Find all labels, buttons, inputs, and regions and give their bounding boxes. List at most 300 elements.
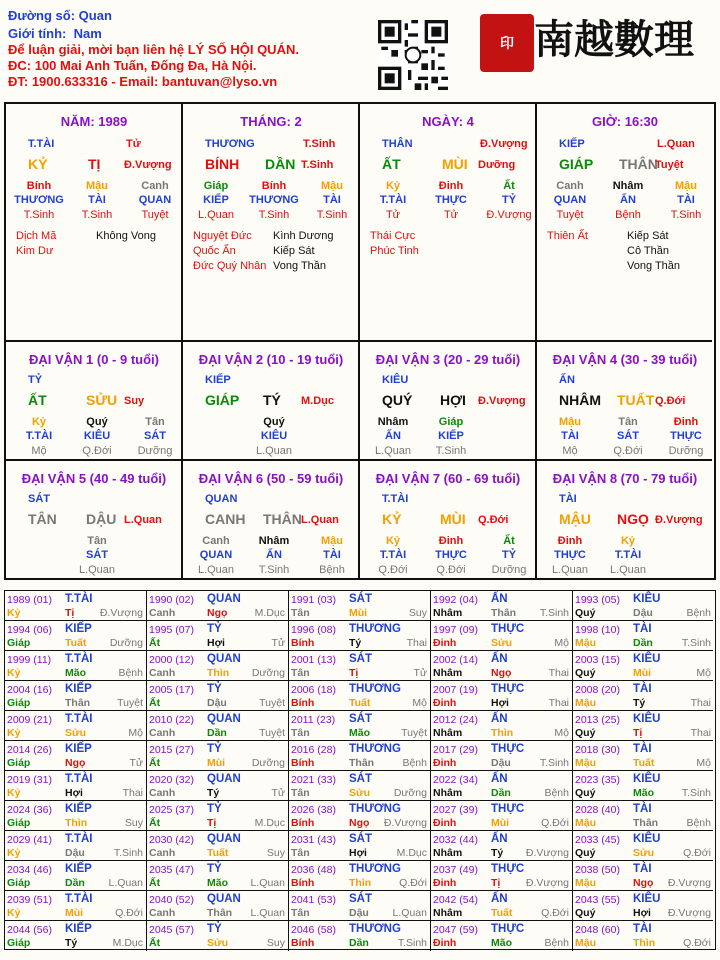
- year-label: 2020 (32): [149, 774, 194, 786]
- year-cell: [147, 621, 289, 651]
- year-god: T.TÀI: [65, 773, 93, 785]
- hidden-stage: T.Sinh: [316, 209, 348, 221]
- chart-grid: [4, 102, 716, 580]
- year-god: TỶ: [207, 623, 222, 635]
- year-god: KIẾP: [65, 683, 92, 695]
- year-stem: Giáp: [7, 817, 31, 829]
- year-stem: Giáp: [7, 637, 31, 649]
- year-god: SÁT: [349, 773, 372, 785]
- dv-hidden-stem: Kỷ: [620, 535, 636, 547]
- year-stage: Mộ: [128, 727, 143, 739]
- dai-van-state: Q.Đới: [655, 395, 686, 407]
- year-god: KIẾP: [65, 863, 92, 875]
- year-label: 2029 (41): [7, 834, 52, 846]
- year-cell: [5, 711, 147, 741]
- year-label: 2013 (25): [575, 714, 620, 726]
- hidden-stem: Bính: [26, 180, 52, 192]
- contact-line: Để luận giải, mời bạn liên hệ LÝ SỐ HỘI QUÁN.: [8, 42, 299, 57]
- year-branch: Mùi: [633, 667, 652, 679]
- year-stem: Quý: [575, 787, 596, 799]
- year-label: 2009 (21): [7, 714, 52, 726]
- dv-hidden-stem: Nhâm: [377, 416, 409, 428]
- year-cell: [431, 741, 573, 771]
- dv-hidden-stage: Bệnh: [319, 564, 345, 576]
- pillar-top-god: THÂN: [382, 138, 413, 150]
- year-cell: [147, 591, 289, 621]
- dai-van-stem: ẤT: [28, 392, 47, 408]
- logo-text: 南越數理: [534, 16, 694, 63]
- year-god: TỶ: [207, 803, 222, 815]
- dv-hidden-god: THỰC: [670, 430, 702, 442]
- pillar-cell: [360, 104, 537, 342]
- year-stage: Bệnh: [118, 667, 143, 679]
- year-stem: Canh: [149, 787, 176, 799]
- year-label: 2008 (20): [575, 684, 620, 696]
- dv-hidden-stem: Tân: [145, 416, 165, 428]
- hidden-stage: T.Sinh: [81, 209, 113, 221]
- year-stem: Đinh: [433, 637, 457, 649]
- year-label: 1991 (03): [291, 594, 336, 606]
- year-stem: Bính: [291, 937, 315, 949]
- dv-hidden-god: SÁT: [144, 430, 166, 442]
- dai-van-state: L.Quan: [124, 514, 162, 526]
- year-cell: [5, 591, 147, 621]
- dv-hidden-god: T.TÀI: [25, 430, 53, 442]
- year-stem: Kỷ: [7, 847, 21, 859]
- dai-van-branch: TÝ: [263, 392, 281, 408]
- year-stem: Nhâm: [433, 727, 463, 739]
- year-branch: Dậu: [349, 907, 369, 919]
- year-stem: Giáp: [7, 697, 31, 709]
- pillar-stem: KỶ: [28, 156, 48, 172]
- dai-van-cell: [360, 461, 537, 578]
- gender-label: Giới tính:: [8, 26, 67, 41]
- year-stage: T.Sinh: [113, 847, 143, 859]
- year-cell: [5, 621, 147, 651]
- year-stage: L.Quan: [250, 877, 285, 889]
- year-label: 2030 (42): [149, 834, 194, 846]
- year-stage: Tử: [413, 667, 427, 679]
- year-stage: Tuyệt: [117, 697, 143, 709]
- pillar-branch: TỊ: [88, 156, 101, 172]
- year-stem: Ất: [149, 637, 161, 649]
- hidden-stem: Mậu: [86, 180, 108, 192]
- year-label: 2037 (49): [433, 864, 478, 876]
- year-stage: Q.Đới: [683, 847, 711, 859]
- pillar-cell: [183, 104, 360, 342]
- year-label: 2015 (27): [149, 744, 194, 756]
- star-right: Vong Thần: [627, 260, 681, 272]
- phone-line: ĐT: 1900.633316 - Email: bantuvan@lyso.vn: [8, 74, 278, 89]
- year-branch: Tý: [207, 787, 220, 799]
- year-stage: Đ.Vượng: [667, 907, 711, 919]
- year-stage: Suy: [266, 937, 285, 949]
- dai-van-branch: MÙI: [440, 511, 466, 527]
- star-left: Phúc Tinh: [370, 245, 419, 257]
- year-god: T.TÀI: [65, 593, 93, 605]
- dai-van-cell: [183, 461, 360, 578]
- year-god: KIẾP: [65, 743, 92, 755]
- year-god: KIÊU: [633, 893, 661, 905]
- year-god: TÀI: [633, 803, 652, 815]
- year-god: T.TÀI: [65, 653, 93, 665]
- year-label: 2010 (22): [149, 714, 194, 726]
- dai-van-title: ĐẠI VẬN 1 (0 - 9 tuổi): [28, 352, 159, 367]
- year-label: 2018 (30): [575, 744, 620, 756]
- year-stem: Mậu: [575, 757, 596, 769]
- year-branch: Thân: [349, 757, 375, 769]
- year-label: 1992 (04): [433, 594, 478, 606]
- red-seal-icon: 印: [480, 14, 534, 72]
- pillar-top-god: KIẾP: [559, 138, 585, 150]
- pillar-stem: ẤT: [382, 156, 401, 172]
- year-cell: [573, 891, 713, 921]
- dv-hidden-stage: L.Quan: [197, 564, 235, 576]
- year-branch: Dần: [207, 727, 227, 739]
- dv-hidden-god: KIÊU: [260, 430, 288, 442]
- year-stage: Đ.Vượng: [525, 847, 569, 859]
- name-value: Quan: [78, 8, 112, 23]
- year-branch: Dần: [349, 937, 369, 949]
- dv-hidden-stage: Q.Đới: [436, 564, 466, 576]
- year-stage: M.Dục: [396, 847, 427, 859]
- year-cell: [573, 621, 713, 651]
- year-god: THƯƠNG: [349, 683, 401, 695]
- year-god: THƯƠNG: [349, 863, 401, 875]
- dv-hidden-stage: L.Quan: [551, 564, 589, 576]
- year-god: SÁT: [349, 713, 372, 725]
- year-cell: [431, 621, 573, 651]
- year-stage: L.Quan: [392, 907, 427, 919]
- year-label: 2004 (16): [7, 684, 52, 696]
- year-god: KIẾP: [65, 923, 92, 935]
- star-left: Dịch Mã: [16, 230, 57, 242]
- star-right: Kiếp Sát: [627, 230, 669, 242]
- year-label: 2022 (34): [433, 774, 478, 786]
- year-branch: Dần: [491, 787, 511, 799]
- pillar-top-stage: Đ.Vượng: [480, 138, 528, 150]
- year-branch: Dậu: [65, 847, 85, 859]
- year-label: 2045 (57): [149, 924, 194, 936]
- year-cell: [573, 921, 713, 951]
- pillar-branch-stage: Tuyệt: [655, 159, 684, 171]
- year-label: 2025 (37): [149, 804, 194, 816]
- dv-hidden-god: KIÊU: [83, 430, 111, 442]
- dai-van-stem: CANH: [205, 511, 246, 527]
- year-label: 2042 (54): [433, 894, 478, 906]
- year-cell: [573, 801, 713, 831]
- dai-van-branch: HỢI: [440, 392, 466, 408]
- year-stage: Bệnh: [544, 937, 569, 949]
- year-stem: Mậu: [575, 937, 596, 949]
- year-branch: Tị: [491, 877, 501, 889]
- year-cell: [5, 801, 147, 831]
- year-stage: Suy: [266, 847, 285, 859]
- year-label: 2028 (40): [575, 804, 620, 816]
- year-branch: Mùi: [349, 607, 368, 619]
- hidden-stem: Giáp: [203, 180, 229, 192]
- dv-hidden-stem: Quý: [263, 416, 285, 428]
- dai-van-cell: [537, 342, 712, 461]
- year-cell: [289, 771, 431, 801]
- dai-van-title: ĐẠI VẬN 2 (10 - 19 tuổi): [198, 352, 344, 367]
- year-stem: Đinh: [433, 757, 457, 769]
- year-stem: Nhâm: [433, 847, 463, 859]
- dv-hidden-stage: T.Sinh: [435, 445, 467, 457]
- year-cell: [431, 651, 573, 681]
- star-right: Kình Dương: [273, 230, 334, 242]
- year-stage: Tử: [271, 787, 285, 799]
- year-label: 2012 (24): [433, 714, 478, 726]
- year-god: TÀI: [633, 743, 652, 755]
- hidden-stage: Tử: [443, 209, 459, 221]
- year-branch: Thân: [491, 607, 517, 619]
- year-cell: [289, 891, 431, 921]
- year-stem: Quý: [575, 907, 596, 919]
- year-stage: Đ.Vượng: [667, 877, 711, 889]
- year-stage: Q.Đới: [683, 937, 711, 949]
- year-stem: Ất: [149, 697, 161, 709]
- hidden-stem: Mậu: [675, 180, 697, 192]
- pillar-cell: [6, 104, 183, 342]
- year-cell: [147, 651, 289, 681]
- year-stage: Dưỡng: [109, 637, 143, 649]
- year-label: 1995 (07): [149, 624, 194, 636]
- year-stage: Q.Đới: [541, 907, 569, 919]
- year-label: 2023 (35): [575, 774, 620, 786]
- year-stem: Canh: [149, 667, 176, 679]
- year-branch: Hợi: [207, 637, 225, 649]
- year-god: TỶ: [207, 743, 222, 755]
- year-stem: Quý: [575, 607, 596, 619]
- dv-hidden-god: ẤN: [266, 549, 282, 561]
- year-branch: Thìn: [633, 937, 656, 949]
- header-info: [8, 8, 368, 90]
- year-stage: Đ.Vượng: [525, 877, 569, 889]
- dv-hidden-god: TÀI: [323, 549, 341, 561]
- dai-van-branch: DẬU: [86, 511, 117, 527]
- year-label: 2014 (26): [7, 744, 52, 756]
- year-branch: Mùi: [207, 757, 226, 769]
- dai-van-title: ĐẠI VẬN 4 (30 - 39 tuổi): [552, 352, 698, 367]
- star-right: Kiếp Sát: [273, 245, 315, 257]
- year-branch: Mão: [349, 727, 370, 739]
- year-cell: [289, 861, 431, 891]
- year-cell: [431, 681, 573, 711]
- year-stage: M.Dục: [254, 607, 285, 619]
- year-stem: Mậu: [575, 697, 596, 709]
- year-stage: Bệnh: [402, 757, 427, 769]
- year-stem: Tân: [291, 667, 310, 679]
- year-branch: Sửu: [633, 847, 655, 859]
- year-stage: Thai: [690, 727, 711, 739]
- year-stem: Nhâm: [433, 607, 463, 619]
- year-stage: Mộ: [696, 667, 711, 679]
- year-cell: [5, 651, 147, 681]
- dai-van-title: ĐẠI VẬN 6 (50 - 59 tuổi): [198, 471, 344, 486]
- year-god: ẤN: [491, 713, 508, 725]
- year-god: QUAN: [207, 593, 241, 605]
- year-stem: Mậu: [575, 817, 596, 829]
- year-label: 2016 (28): [291, 744, 336, 756]
- year-cell: [5, 891, 147, 921]
- pillar-title: NGÀY: 4: [422, 114, 474, 129]
- star-right: Không Vong: [96, 230, 156, 242]
- year-stage: Mộ: [696, 757, 711, 769]
- dv-hidden-stage: L.Quan: [78, 564, 116, 576]
- pillar-branch-stage: T.Sinh: [301, 159, 334, 171]
- year-stage: Mộ: [554, 727, 569, 739]
- dai-van-cell: [6, 461, 183, 578]
- hidden-stem: Mậu: [321, 180, 343, 192]
- year-label: 2000 (12): [149, 654, 194, 666]
- dv-hidden-stem: Ất: [503, 535, 515, 547]
- year-cell: [573, 651, 713, 681]
- dai-van-god: TỶ: [28, 374, 43, 386]
- year-cell: [431, 861, 573, 891]
- year-god: QUAN: [207, 773, 241, 785]
- pillar-branch: THÂN: [619, 156, 658, 172]
- year-stage: Tuyệt: [401, 727, 427, 739]
- year-stem: Tân: [291, 607, 310, 619]
- dv-hidden-god: SÁT: [86, 549, 108, 561]
- dai-van-title: ĐẠI VẬN 3 (20 - 29 tuổi): [375, 352, 521, 367]
- year-stem: Đinh: [433, 877, 457, 889]
- year-branch: Tị: [65, 607, 75, 619]
- year-stage: Thai: [548, 697, 569, 709]
- year-stem: Giáp: [7, 877, 31, 889]
- year-branch: Sửu: [491, 637, 513, 649]
- year-god: KIÊU: [633, 593, 661, 605]
- year-label: 2044 (56): [7, 924, 52, 936]
- year-label: 2024 (36): [7, 804, 52, 816]
- year-cell: [147, 681, 289, 711]
- dv-hidden-stage: Dưỡng: [137, 445, 173, 457]
- pillar-top-stage: L.Quan: [657, 138, 695, 150]
- year-god: KIÊU: [633, 773, 661, 785]
- hidden-stem: Canh: [141, 180, 169, 192]
- year-cell: [5, 771, 147, 801]
- pillar-top-stage: T.Sinh: [303, 138, 336, 150]
- year-stage: Đ.Vượng: [99, 607, 143, 619]
- hidden-stage: T.Sinh: [23, 209, 55, 221]
- hidden-stage: Bệnh: [615, 209, 641, 221]
- year-cell: [289, 801, 431, 831]
- year-branch: Mão: [207, 877, 228, 889]
- dai-van-stem: GIÁP: [205, 392, 240, 408]
- year-branch: Dần: [65, 877, 85, 889]
- year-stage: Dưỡng: [251, 667, 285, 679]
- year-god: THƯƠNG: [349, 923, 401, 935]
- year-label: 2046 (58): [291, 924, 336, 936]
- year-stem: Ất: [149, 757, 161, 769]
- dv-hidden-god: TỶ: [501, 549, 517, 561]
- dai-van-state: Đ.Vượng: [478, 395, 526, 407]
- year-stem: Đinh: [433, 937, 457, 949]
- hidden-stem: Ất: [503, 180, 515, 192]
- dai-van-god: SÁT: [28, 493, 50, 505]
- year-cell: [147, 741, 289, 771]
- pillar-cell: [537, 104, 712, 342]
- year-label: 2019 (31): [7, 774, 52, 786]
- dv-hidden-stem: Canh: [202, 535, 230, 547]
- hidden-stage: Tử: [385, 209, 401, 221]
- star-left: Kim Dư: [16, 245, 54, 257]
- pillar-branch-stage: Đ.Vượng: [124, 159, 172, 171]
- year-stage: Bệnh: [686, 817, 711, 829]
- pillar-stem: BÍNH: [205, 156, 240, 172]
- year-label: 1994 (06): [7, 624, 52, 636]
- dv-hidden-stage: Q.Đới: [82, 445, 112, 457]
- year-cell: [5, 741, 147, 771]
- year-branch: Thân: [207, 907, 233, 919]
- year-label: 2027 (39): [433, 804, 478, 816]
- year-label: 2040 (52): [149, 894, 194, 906]
- hidden-stem: Canh: [556, 180, 584, 192]
- dai-van-title: ĐẠI VẬN 7 (60 - 69 tuổi): [375, 471, 521, 486]
- dai-van-state: Q.Đới: [478, 514, 509, 526]
- year-stem: Kỷ: [7, 907, 21, 919]
- year-branch: Thìn: [349, 877, 372, 889]
- dv-hidden-stem: Kỷ: [385, 535, 401, 547]
- year-cell: [573, 831, 713, 861]
- year-branch: Sửu: [65, 727, 87, 739]
- year-cell: [147, 771, 289, 801]
- year-branch: Dậu: [633, 607, 653, 619]
- hidden-stem: Đinh: [438, 180, 464, 192]
- year-god: KIÊU: [633, 833, 661, 845]
- star-left: Đức Quý Nhân: [193, 260, 267, 272]
- year-stage: Q.Đới: [541, 817, 569, 829]
- year-cell: [573, 741, 713, 771]
- year-stem: Bính: [291, 697, 315, 709]
- year-cell: [147, 921, 289, 951]
- year-stem: Đinh: [433, 697, 457, 709]
- year-branch: Tị: [349, 667, 359, 679]
- year-stem: Canh: [149, 607, 176, 619]
- year-branch: Mùi: [491, 817, 510, 829]
- dv-hidden-stem: Tân: [87, 535, 107, 547]
- year-god: KIẾP: [65, 623, 92, 635]
- dv-hidden-god: ẤN: [385, 430, 401, 442]
- year-branch: Ngọ: [491, 667, 512, 679]
- year-stem: Ất: [149, 877, 161, 889]
- year-stage: Suy: [124, 817, 143, 829]
- year-stem: Kỷ: [7, 787, 21, 799]
- dv-hidden-god: SÁT: [617, 430, 639, 442]
- year-stem: Nhâm: [433, 787, 463, 799]
- year-label: 1996 (08): [291, 624, 336, 636]
- year-branch: Thìn: [65, 817, 88, 829]
- year-cell: [431, 711, 573, 741]
- dai-van-state: L.Quan: [301, 514, 339, 526]
- year-label: 2035 (47): [149, 864, 194, 876]
- dai-van-state: Đ.Vượng: [655, 514, 703, 526]
- year-branch: Hợi: [65, 787, 83, 799]
- year-branch: Hợi: [491, 697, 509, 709]
- year-stem: Quý: [575, 847, 596, 859]
- year-god: QUAN: [207, 833, 241, 845]
- dai-van-state: M.Dục: [301, 395, 334, 407]
- dv-hidden-god: T.TÀI: [614, 549, 642, 561]
- hidden-god: KIẾP: [203, 194, 229, 206]
- dai-van-cell: [360, 342, 537, 461]
- year-label: 2026 (38): [291, 804, 336, 816]
- year-stem: Bính: [291, 637, 315, 649]
- year-label: 1989 (01): [7, 594, 52, 606]
- dv-hidden-stage: L.Quan: [255, 445, 293, 457]
- year-branch: Tý: [65, 937, 78, 949]
